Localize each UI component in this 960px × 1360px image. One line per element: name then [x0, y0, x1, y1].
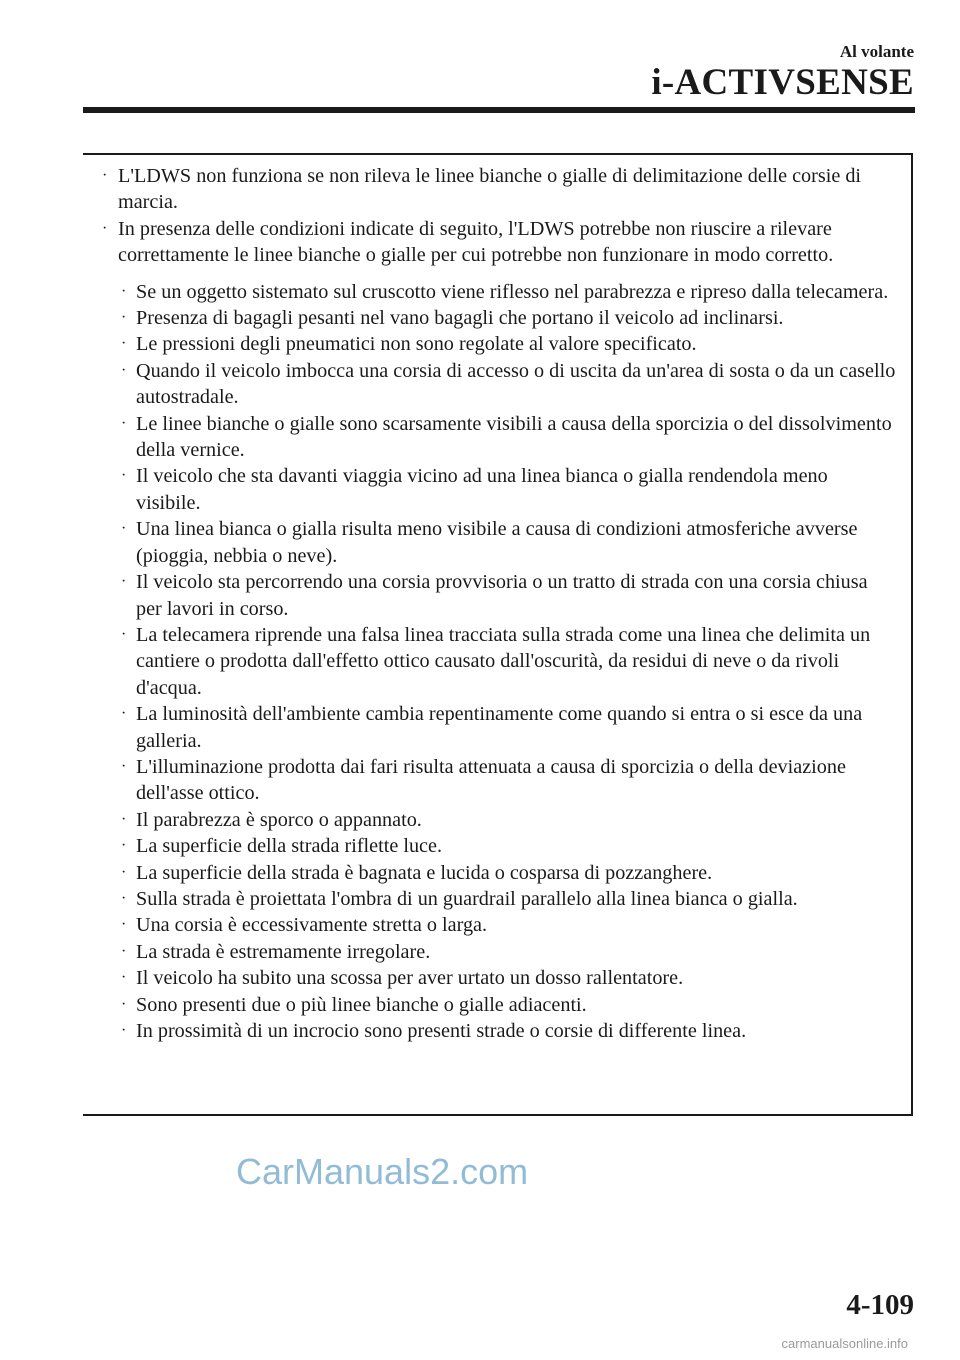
- bullet-icon: ·: [121, 942, 127, 960]
- condition-text: Sulla strada è proiettata l'ombra di un guardrail parallelo alla linea bianca o gialla.: [136, 887, 798, 910]
- bullet-icon: ·: [121, 969, 127, 987]
- bullet-icon: ·: [121, 309, 127, 327]
- condition-text: Sono presenti due o più linee bianche o gialle adiacenti.: [136, 993, 587, 1016]
- condition-item: [83, 754, 896, 807]
- condition-item: [83, 279, 896, 305]
- condition-item: [83, 992, 896, 1018]
- bullet-icon: ·: [121, 282, 127, 300]
- bullet-icon: ·: [121, 863, 127, 881]
- condition-text: Presenza di bagagli pesanti nel vano bagagli che portano il veicolo ad inclinarsi.: [136, 307, 784, 330]
- condition-text: La luminosità dell'ambiente cambia repentinamente come quando si entra o si esce da una galleria.: [136, 703, 863, 752]
- condition-text: L'illuminazione prodotta dai fari risulta attenuata a causa di sporcizia o della deviazione dell'asse ottico.: [136, 755, 846, 805]
- conditions-list: [83, 279, 913, 1045]
- notes-box: [83, 153, 913, 1116]
- section-label: Al volante: [839, 42, 914, 61]
- condition-item: [83, 912, 896, 938]
- bullet-icon: ·: [121, 1022, 127, 1039]
- bullet-icon: ·: [121, 335, 127, 353]
- condition-text: La superficie della strada riflette luce.: [136, 835, 443, 858]
- condition-text: Il veicolo ha subito una scossa per aver urtato un dosso rallentatore.: [136, 967, 684, 990]
- condition-item: [83, 701, 896, 754]
- condition-text: Le linee bianche o gialle sono scarsamente visibili a causa della sporcizia o del dissolvimento della vernice.: [136, 412, 892, 462]
- note-item: [83, 163, 888, 216]
- bullet-icon: ·: [121, 810, 127, 828]
- bullet-icon: ·: [121, 520, 127, 538]
- condition-item: [83, 305, 896, 331]
- condition-item: [83, 860, 896, 886]
- condition-text: La superficie della strada è bagnata e lucida o cosparsa di pozzanghere.: [136, 861, 713, 884]
- page-header: [651, 42, 914, 104]
- bullet-icon: ·: [121, 916, 127, 934]
- bullet-icon: ·: [102, 219, 108, 237]
- bullet-icon: ·: [121, 573, 127, 591]
- condition-item: [83, 807, 896, 833]
- bullet-icon: ·: [121, 467, 127, 485]
- condition-item: [83, 463, 896, 516]
- bullet-icon: ·: [102, 167, 108, 184]
- watermark-logo: CarManuals2.com: [236, 1151, 529, 1192]
- bullet-icon: ·: [121, 361, 127, 379]
- page-number: 4-109: [846, 1289, 914, 1321]
- condition-text: Se un oggetto sistemato sul cruscotto viene riflesso nel parabrezza e ripreso dalla telecamera.: [136, 280, 889, 303]
- notes-content: [83, 163, 913, 1044]
- condition-text: La strada è estremamente irregolare.: [136, 940, 431, 963]
- bullet-icon: ·: [121, 414, 127, 432]
- condition-item: [83, 939, 896, 965]
- condition-item: [83, 358, 896, 411]
- condition-item: [83, 886, 896, 912]
- condition-item: [83, 516, 896, 569]
- condition-item: [83, 833, 896, 859]
- note-text: In presenza delle condizioni indicate di seguito, l'LDWS potrebbe non riuscire a rilevare correttamente le linee bianche o gialle per cui potrebbe non funzionare in modo corretto.: [118, 217, 834, 267]
- condition-text: In prossimità di un incrocio sono presenti strade o corsie di differente linea.: [136, 1020, 747, 1042]
- bullet-icon: ·: [121, 995, 127, 1013]
- bullet-icon: ·: [121, 757, 127, 775]
- condition-text: Il veicolo che sta davanti viaggia vicino ad una linea bianca o gialla rendendola meno visibile.: [136, 465, 828, 514]
- condition-text: Il veicolo sta percorrendo una corsia provvisoria o un tratto di strada con una corsia chiusa per lavori in corso.: [136, 571, 868, 620]
- condition-item: [83, 1018, 896, 1044]
- condition-item: [83, 569, 896, 622]
- header-rule: [83, 107, 915, 113]
- footer-source-watermark: carmanualsonline.info: [781, 1336, 908, 1351]
- condition-text: La telecamera riprende una falsa linea tracciata sulla strada come una linea che delimita un cantiere o prodotta dall'effetto ottico causato dall'oscurità, da residui di neve o da rivoli d'acqua.: [136, 623, 871, 699]
- condition-item: [83, 622, 896, 701]
- bullet-icon: ·: [121, 837, 127, 855]
- chapter-title: i-ACTIVSENSE: [651, 62, 914, 103]
- bullet-icon: ·: [121, 889, 127, 907]
- condition-text: Una corsia è eccessivamente stretta o larga.: [136, 914, 488, 937]
- condition-text: Una linea bianca o gialla risulta meno visibile a causa di condizioni atmosferiche avverse (pioggia, nebbia o neve).: [136, 518, 858, 567]
- bullet-icon: ·: [121, 625, 127, 643]
- condition-item: [83, 331, 896, 357]
- note-text: L'LDWS non funziona se non rileva le linee bianche o gialle di delimitazione delle corsie di marcia.: [118, 165, 862, 214]
- condition-item: [83, 411, 896, 464]
- condition-text: Il parabrezza è sporco o appannato.: [136, 808, 422, 831]
- condition-text: Le pressioni degli pneumatici non sono regolate al valore specificato.: [136, 333, 697, 356]
- note-item: [83, 216, 888, 269]
- condition-text: Quando il veicolo imbocca una corsia di accesso o di uscita da un'area di sosta o da un casello autostradale.: [136, 359, 896, 409]
- condition-item: [83, 965, 896, 991]
- bullet-icon: ·: [121, 705, 127, 723]
